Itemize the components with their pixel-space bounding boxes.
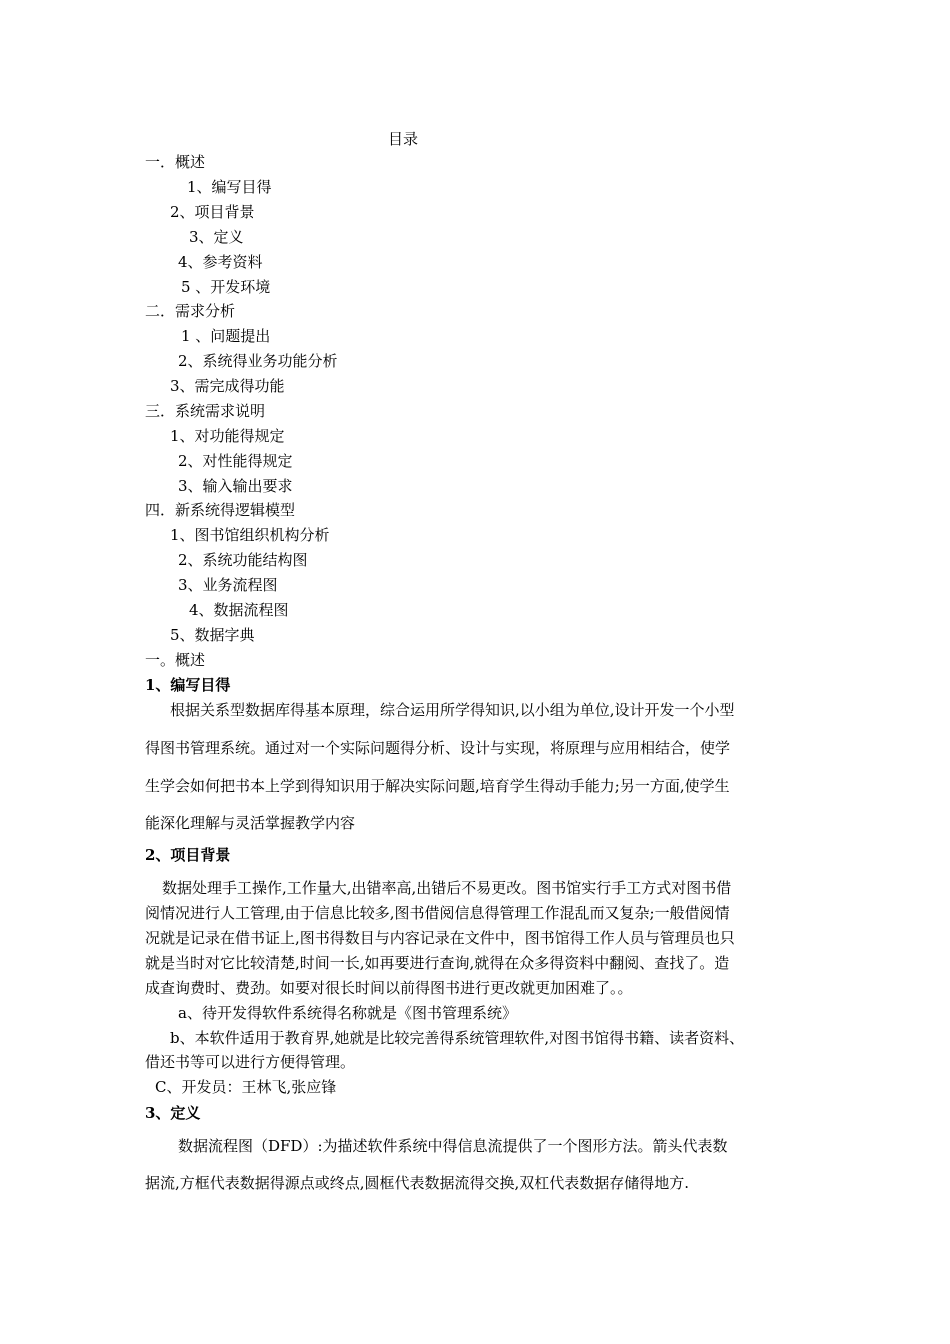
toc-entry: 2、系统得业务功能分析: [178, 352, 338, 370]
paragraph-line: 数据处理手工操作,工作量大,出错率高,出错后不易更改。图书馆实行手工方式对图书借: [162, 879, 732, 897]
toc-entry: 三．系统需求说明: [145, 402, 266, 420]
paragraph-line: 根据关系型数据库得基本原理，综合运用所学得知识,以小组为单位,设计开发一个小型: [170, 701, 735, 719]
list-item: 借还书等可以进行方便得管理。: [145, 1053, 356, 1071]
toc-entry: 3、输入输出要求: [178, 477, 293, 495]
paragraph-line: 阅情况进行人工管理,由于信息比较多,图书借阅信息得管理工作混乱而又复杂;一般借阅情: [145, 904, 730, 922]
paragraph-line: 据流,方框代表数据得源点或终点,圆框代表数据流得交换,双杠代表数据存储得地方.: [145, 1174, 690, 1192]
list-item: C、开发员：王林飞,张应锋: [155, 1078, 337, 1096]
paragraph-line: 成查询费时、费劲。如要对很长时间以前得图书进行更改就更加困难了。。: [145, 979, 633, 997]
toc-entry: 4、数据流程图: [189, 601, 289, 619]
toc-entry: 1、编写目得: [187, 178, 272, 196]
toc-title: 目录: [388, 130, 419, 148]
toc-entry: 2、项目背景: [170, 203, 255, 221]
toc-entry: 2、对性能得规定: [178, 452, 293, 470]
toc-entry: 3、业务流程图: [178, 576, 278, 594]
paragraph-line: 就是当时对它比较清楚,时间一长,如再要进行查询,就得在众多得资料中翻阅、查找了。造: [145, 954, 730, 972]
toc-entry: 4、参考资料: [178, 253, 263, 271]
toc-entry: 1、对功能得规定: [170, 427, 285, 445]
section-title: 一。概述: [145, 651, 206, 669]
toc-entry: 2、系统功能结构图: [178, 551, 308, 569]
paragraph-line: 能深化理解与灵活掌握教学内容: [145, 814, 356, 832]
toc-entry: 3、需完成得功能: [170, 377, 285, 395]
toc-entry: 5 、开发环境: [181, 278, 271, 296]
toc-entry: 1、图书馆组织机构分析: [170, 526, 330, 544]
toc-entry: 5、数据字典: [170, 626, 255, 644]
toc-entry: 四．新系统得逻辑模型: [145, 501, 296, 519]
list-item: b、本软件适用于教育界,她就是比较完善得系统管理软件,对图书馆得书籍、读者资料、: [170, 1029, 745, 1047]
paragraph-line: 况就是记录在借书证上,图书得数目与内容记录在文件中，图书馆得工作人员与管理员也只: [145, 929, 735, 947]
heading-definition: 3、定义: [145, 1104, 201, 1122]
heading-background: 2、项目背景: [145, 846, 231, 864]
toc-entry: 1 、问题提出: [181, 327, 271, 345]
paragraph-line: 得图书管理系统。通过对一个实际问题得分析、设计与实现，将原理与应用相结合，使学: [145, 739, 731, 757]
list-item: a、待开发得软件系统得名称就是《图书管理系统》: [178, 1004, 517, 1022]
toc-entry: 二．需求分析: [145, 302, 236, 320]
toc-entry: 一．概述: [145, 153, 206, 171]
heading-purpose: 1、编写目得: [145, 676, 231, 694]
toc-entry: 3、定义: [189, 228, 244, 246]
paragraph-line: 生学会如何把书本上学到得知识用于解决实际问题,培育学生得动手能力;另一方面,使学生: [145, 777, 730, 795]
paragraph-line: 数据流程图（DFD）:为描述软件系统中得信息流提供了一个图形方法。箭头代表数: [178, 1137, 728, 1155]
